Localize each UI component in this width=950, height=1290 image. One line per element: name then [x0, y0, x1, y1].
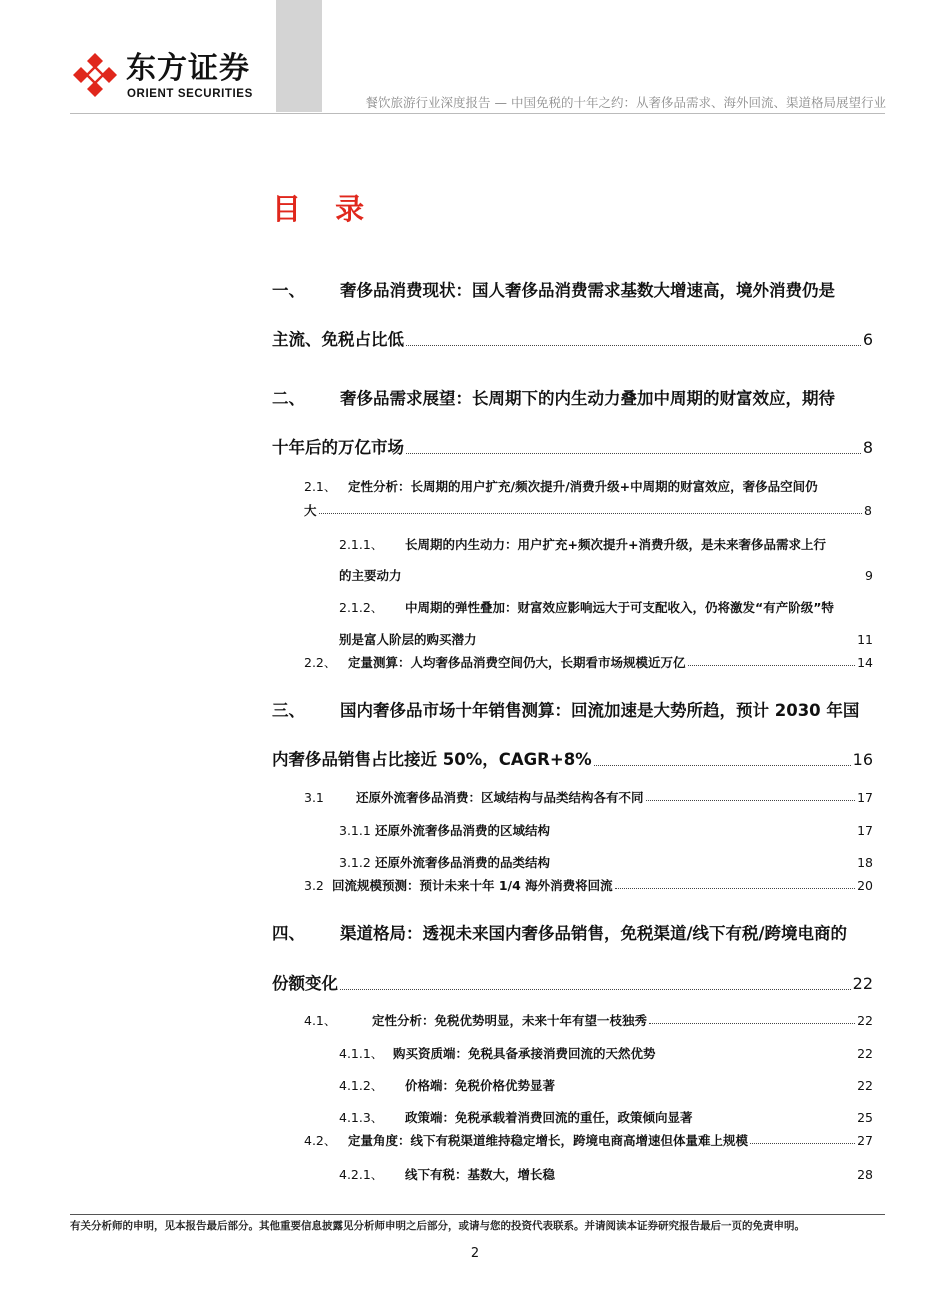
dot-leader — [750, 1143, 855, 1144]
toc-entry-1[interactable] — [272, 280, 868, 302]
toc-entry-4-1-2[interactable] — [339, 1078, 873, 1094]
toc-entry-page: 11 — [857, 632, 873, 647]
toc-entry-number: 4.1.3、 — [339, 1110, 384, 1125]
toc-entry-number: 4.1.1、 — [339, 1046, 384, 1061]
toc-entry-page: 8 — [864, 503, 872, 518]
toc-entry-title-line2: 别是富人阶层的购买潜力 — [339, 632, 477, 647]
toc-entry-2[interactable] — [272, 388, 868, 410]
toc-entry-title-line2: 十年后的万亿市场 — [272, 438, 404, 457]
toc-entry-number: 4.1、 — [304, 1013, 337, 1028]
toc-entry-title-line1: 定性分析：长周期的用户扩充/频次提升/消费升级+中周期的财富效应，奢侈品空间仍 — [348, 479, 818, 494]
footer-disclaimer: 有关分析师的申明，见本报告最后部分。其他重要信息披露见分析师申明之后部分，或请与您的投资代表联系。并请阅读本证券研究报告最后一页的免责申明。 — [70, 1220, 805, 1232]
toc-entry-2-continued[interactable] — [272, 437, 873, 459]
toc-entry-title-line2: 份额变化 — [272, 974, 338, 993]
toc-entry-4-1-3[interactable] — [339, 1110, 873, 1126]
toc-entry-2-1[interactable] — [304, 479, 884, 495]
toc-entry-number: 2.2、 — [304, 655, 337, 670]
toc-entry-title-line1: 奢侈品消费现状：国人奢侈品消费需求基数大增速高，境外消费仍是 — [340, 281, 835, 300]
toc-entry-page: 9 — [865, 568, 873, 583]
toc-entry-4[interactable] — [272, 923, 884, 945]
toc-entry-page: 18 — [857, 855, 873, 870]
toc-entry-title: 定量角度：线下有税渠道维持稳定增长，跨境电商高增速但体量难上规模 — [348, 1133, 749, 1148]
header-divider — [70, 113, 885, 114]
toc-entry-page: 22 — [857, 1013, 873, 1028]
toc-entry-4-1-1[interactable] — [339, 1046, 873, 1062]
dot-leader — [615, 888, 855, 889]
toc-entry-page: 22 — [857, 1078, 873, 1093]
brand-name-english: ORIENT SECURITIES — [127, 88, 253, 100]
toc-heading: 目 录 — [272, 192, 377, 226]
toc-entry-3-1[interactable] — [304, 790, 873, 806]
toc-entry-4-1[interactable] — [304, 1013, 873, 1029]
dot-leader — [340, 989, 851, 990]
toc-entry-title: 线下有税：基数大，增长稳 — [405, 1167, 556, 1182]
toc-entry-title-line2: 主流、免税占比低 — [272, 330, 404, 349]
toc-entry-number: 2.1.1、 — [339, 537, 384, 552]
toc-entry-3-2[interactable] — [304, 878, 873, 894]
dot-leader — [406, 453, 861, 454]
toc-entry-title: 定性分析：免税优势明显，未来十年有望一枝独秀 — [372, 1013, 648, 1028]
toc-entry-title: 价格端：免税价格优势显著 — [405, 1078, 556, 1093]
toc-entry-page: 25 — [857, 1110, 873, 1125]
toc-entry-number: 二、 — [272, 389, 305, 408]
toc-entry-number: 2.1、 — [304, 479, 337, 494]
toc-entry-page: 22 — [852, 974, 873, 993]
toc-entry-title: 购买资质端：免税具备承接消费回流的天然优势 — [393, 1046, 656, 1061]
toc-entry-2-1-2-continued[interactable] — [339, 632, 873, 648]
toc-entry-4-continued[interactable] — [272, 973, 873, 995]
toc-entry-number: 4.2、 — [304, 1133, 337, 1148]
toc-entry-title-line2: 的主要动力 — [339, 568, 402, 583]
toc-entry-2-1-1[interactable] — [339, 537, 887, 553]
toc-entry-page: 8 — [862, 438, 873, 457]
toc-entry-2-1-1-continued[interactable] — [339, 568, 873, 584]
toc-entry-4-2[interactable] — [304, 1133, 873, 1149]
toc-entry-title: 回流规模预测：预计未来十年 1/4 海外消费将回流 — [332, 878, 613, 893]
toc-entry-number: 3.2 — [304, 878, 324, 893]
header-gray-band — [276, 0, 322, 112]
toc-entry-2-1-continued[interactable] — [304, 503, 872, 519]
toc-entry-title: 还原外流奢侈品消费的区域结构 — [375, 823, 551, 838]
toc-entry-page: 17 — [857, 823, 873, 838]
toc-entry-3-1-1[interactable] — [339, 823, 873, 839]
dot-leader — [594, 765, 851, 766]
footer-divider — [70, 1214, 885, 1215]
toc-entry-3[interactable] — [272, 700, 884, 722]
toc-entry-2-2[interactable] — [304, 655, 873, 671]
toc-entry-number: 4.1.2、 — [339, 1078, 384, 1093]
toc-entry-page: 17 — [857, 790, 873, 805]
toc-entry-page: 6 — [862, 330, 873, 349]
toc-entry-title: 还原外流奢侈品消费的品类结构 — [375, 855, 551, 870]
dot-leader — [688, 665, 856, 666]
dot-leader — [319, 513, 863, 514]
toc-entry-title: 还原外流奢侈品消费：区域结构与品类结构各有不同 — [356, 790, 644, 805]
page-number: 2 — [470, 1246, 480, 1261]
toc-entry-page: 14 — [857, 655, 873, 670]
orient-securities-logo-icon — [70, 50, 120, 100]
toc-entry-2-1-2[interactable] — [339, 600, 887, 616]
toc-entry-title-line1: 长周期的内生动力：用户扩充+频次提升+消费升级，是未来奢侈品需求上行 — [405, 537, 826, 552]
brand-name-chinese: 东方证券 — [126, 51, 250, 86]
toc-entry-3-1-2[interactable] — [339, 855, 873, 871]
toc-entry-title-line1: 渠道格局：透视未来国内奢侈品销售，免税渠道/线下有税/跨境电商的 — [340, 924, 848, 943]
toc-entry-number: 3.1.2 — [339, 855, 371, 870]
toc-entry-4-2-1[interactable] — [339, 1167, 873, 1183]
toc-entry-title-line1: 中周期的弹性叠加：财富效应影响远大于可支配收入，仍将激发“有产阶级”特 — [405, 600, 834, 615]
toc-entry-1-continued[interactable] — [272, 329, 873, 351]
toc-entry-number: 四、 — [272, 924, 305, 943]
toc-entry-title-line2: 大 — [304, 503, 317, 518]
toc-entry-title-line1: 奢侈品需求展望：长周期下的内生动力叠加中周期的财富效应，期待 — [340, 389, 835, 408]
dot-leader — [649, 1023, 855, 1024]
toc-entry-page: 27 — [857, 1133, 873, 1148]
toc-entry-title-line1: 国内奢侈品市场十年销售测算：回流加速是大势所趋，预计 2030 年国 — [340, 701, 860, 720]
toc-entry-number: 3.1.1 — [339, 823, 371, 838]
toc-entry-page: 22 — [857, 1046, 873, 1061]
toc-entry-3-continued[interactable] — [272, 749, 873, 771]
report-title: 餐饮旅游行业深度报告 — 中国免税的十年之约：从奢侈品需求、海外回流、渠道格局展望行业 — [365, 96, 886, 110]
dot-leader — [646, 800, 856, 801]
toc-entry-number: 4.2.1、 — [339, 1167, 384, 1182]
toc-entry-page: 20 — [857, 878, 873, 893]
toc-entry-number: 三、 — [272, 701, 305, 720]
toc-entry-number: 一、 — [272, 281, 305, 300]
toc-entry-title: 定量测算：人均奢侈品消费空间仍大，长期看市场规模近万亿 — [348, 655, 686, 670]
toc-entry-number: 2.1.2、 — [339, 600, 384, 615]
dot-leader — [406, 345, 861, 346]
toc-entry-title-line2: 内奢侈品销售占比接近 50%，CAGR+8% — [272, 750, 592, 769]
toc-entry-page: 16 — [852, 750, 873, 769]
toc-entry-page: 28 — [857, 1167, 873, 1182]
toc-entry-number: 3.1 — [304, 790, 324, 805]
toc-entry-title: 政策端：免税承载着消费回流的重任，政策倾向显著 — [405, 1110, 693, 1125]
